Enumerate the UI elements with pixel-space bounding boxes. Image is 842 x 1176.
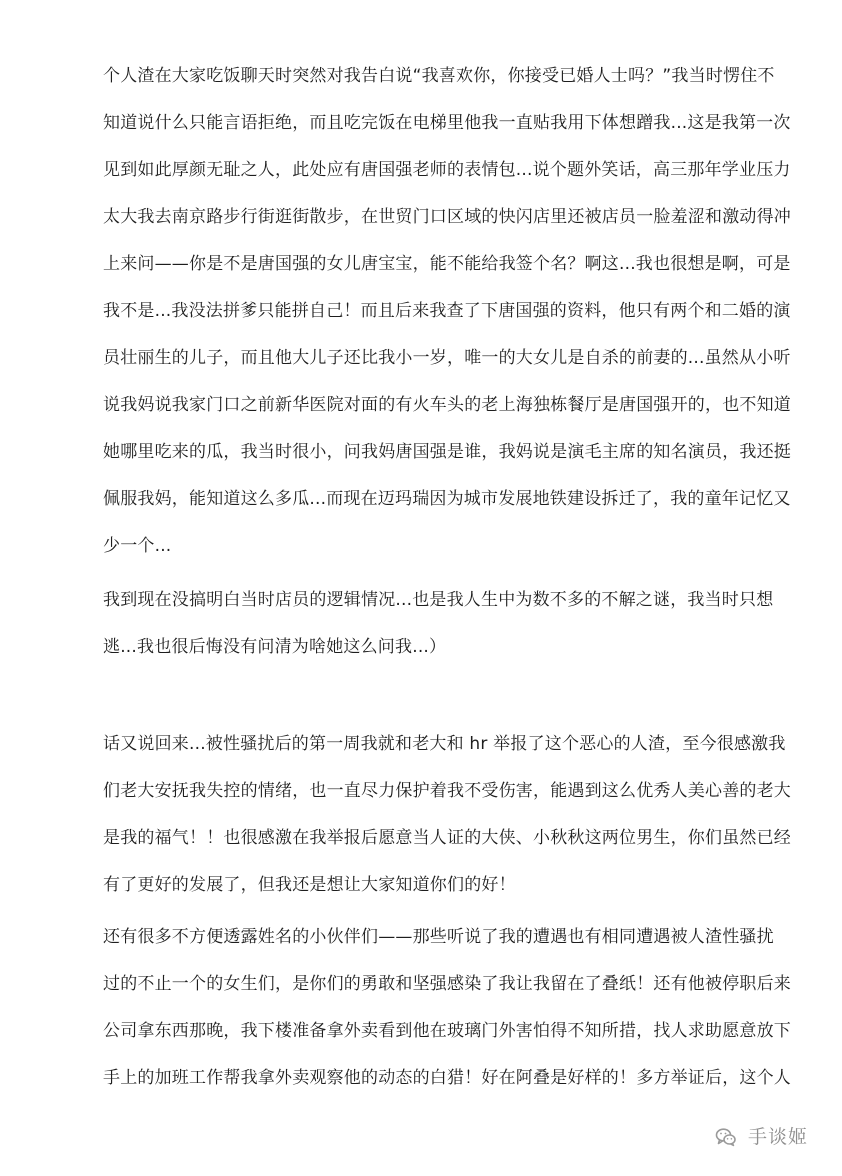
text-line: 逃...我也很后悔没有问清为啥她这么问我...） [103,637,447,657]
wechat-icon [714,1125,738,1149]
text-line: 说我妈说我家门口之前新华医院对面的有火车头的老上海独栋餐厅是唐国强开的，也不知道 [103,395,791,415]
text-line: 公司拿东西那晚，我下楼准备拿外卖看到他在玻璃门外害怕得不知所措，找人求助愿意放下 [103,1021,791,1041]
text-line: 手上的加班工作帮我拿外卖观察他的动态的白猎！好在阿叠是好样的！多方举证后，这个人 [103,1068,791,1088]
text-line: 是我的福气！！也很感激在我举报后愿意当人证的大侠、小秋秋这两位男生，你们虽然已经 [103,828,791,848]
text-line: 少一个... [103,536,172,556]
text-line: 有了更好的发展了，但我还是想让大家知道你们的好！ [103,875,516,895]
text-line: 她哪里吃来的瓜，我当时很小，问我妈唐国强是谁，我妈说是演毛主席的知名演员，我还挺 [103,442,791,462]
text-line: 我到现在没搞明白当时店员的逻辑情况...也是我人生中为数不多的不解之谜，我当时只想 [103,590,774,610]
text-line: 太大我去南京路步行街逛街散步，在世贸门口区域的快闪店里还被店员一脸羞涩和激动得冲 [103,207,791,227]
text-line: 过的不止一个的女生们，是你们的勇敢和坚强感染了我让我留在了叠纸！还有他被停职后来 [103,974,791,994]
text-line: 知道说什么只能言语拒绝，而且吃完饭在电梯里他我一直贴我用下体想蹭我...这是我第一次 [103,113,791,133]
watermark-text: 手谈姬 [747,1126,808,1148]
text-line: 个人渣在大家吃饭聊天时突然对我告白说“我喜欢你，你接受已婚人士吗？”我当时愣住不 [103,66,775,86]
text-line: 我不是...我没法拼爹只能拼自己！而且后来我查了下唐国强的资料，他只有两个和二婚的演 [103,301,791,321]
text-line: 还有很多不方便透露姓名的小伙伴们——那些听说了我的遭遇也有相同遭遇被人渣性骚扰 [103,927,774,947]
text-line: 见到如此厚颜无耻之人，此处应有唐国强老师的表情包...说个题外笑话，高三那年学业压力 [103,160,791,180]
text-line: 话又说回来...被性骚扰后的第一周我就和老大和 hr 举报了这个恶心的人渣，至今很感激我 [103,734,786,754]
text-line: 们老大安抚我失控的情绪，也一直尽力保护着我不受伤害，能遇到这么优秀人美心善的老大 [103,781,791,801]
text-line: 佩服我妈，能知道这么多瓜...而现在迈玛瑞因为城市发展地铁建设拆迁了，我的童年记忆又 [103,489,791,509]
text-line: 员壮丽生的儿子，而且他大儿子还比我小一岁，唯一的大女儿是自杀的前妻的...虽然从小听 [103,348,791,368]
watermark [714,1124,808,1150]
text-line: 上来问——你是不是唐国强的女儿唐宝宝，能不能给我签个名？啊这...我也很想是啊，可是 [103,254,791,274]
